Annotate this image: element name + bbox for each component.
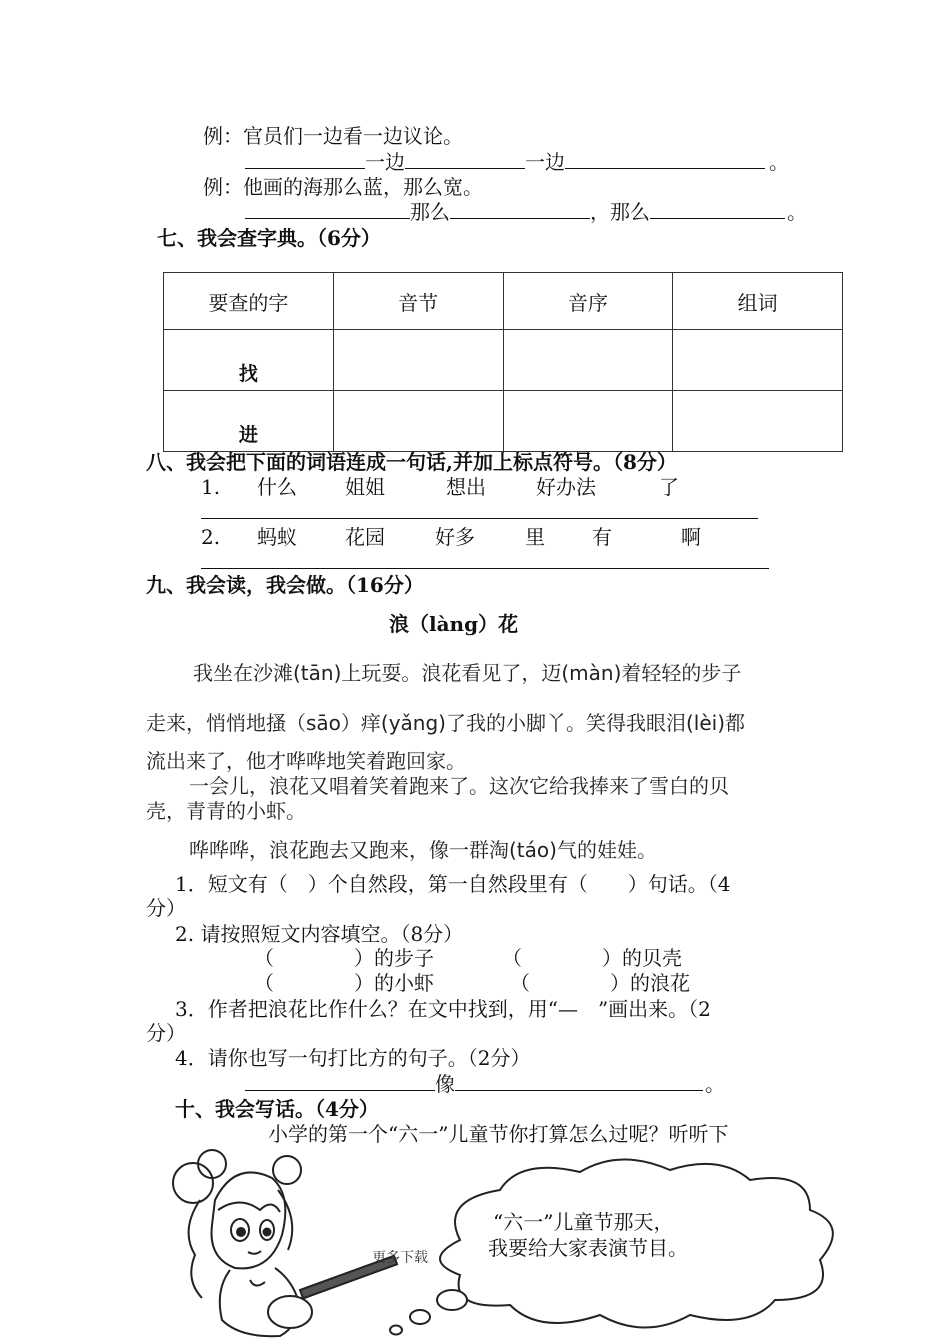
- paragraph-line: 哗哗哗，浪花跑去又跑来，像一群淘(táo)气的娃娃。: [189, 838, 657, 862]
- answer-cell[interactable]: [673, 330, 843, 391]
- word-name: ，那么: [590, 200, 650, 224]
- answer-blank[interactable]: [455, 1072, 703, 1091]
- paragraph-line: 一会儿，浪花又唱着笑着跑来了。这次它给我捧来了雪白的贝: [189, 774, 729, 798]
- answer-blank[interactable]: [245, 150, 365, 169]
- answer-line[interactable]: [201, 568, 769, 569]
- table-header: 要查的字: [164, 273, 334, 330]
- char-cell: 找: [164, 330, 334, 391]
- answer-cell[interactable]: [503, 330, 673, 391]
- girl-guitar-illustration: [160, 1140, 400, 1344]
- answer-cell[interactable]: [333, 391, 503, 452]
- answer-cell[interactable]: [673, 391, 843, 452]
- word-chip: 里: [525, 525, 545, 549]
- paragraph-line: 流出来了，他才哗哗地笑着跑回家。: [146, 749, 466, 773]
- fill-item: （ ）的浪花: [510, 971, 690, 995]
- answer-blank[interactable]: [650, 200, 785, 219]
- answer-blank[interactable]: [245, 1072, 435, 1091]
- question-3-cont: 分）: [146, 1021, 186, 1045]
- example-sentence-1: 例：官员们一边看一边议论。: [203, 124, 463, 148]
- word-chip: 姐姐: [345, 475, 385, 499]
- question-3: 3．作者把浪花比作什么？在文中找到，用“— ”画出来。（2: [175, 997, 711, 1021]
- table-header: 组词: [673, 273, 843, 330]
- word-chip: 好办法: [536, 475, 596, 499]
- question-1-cont: 分）: [146, 896, 186, 920]
- section-9-heading: 九、我会读，我会做。（16分）: [146, 573, 424, 597]
- section-8-heading: 八、我会把下面的词语连成一句话,并加上标点符号。（8分）: [146, 450, 677, 474]
- word-chip: 啊: [681, 525, 701, 549]
- word-chip: 有: [592, 525, 612, 549]
- q2-number: 2.: [201, 525, 221, 549]
- answer-blank[interactable]: [245, 200, 410, 219]
- table-row: [164, 391, 843, 452]
- answer-line[interactable]: [201, 518, 758, 519]
- word-chip: 好多: [435, 525, 475, 549]
- word-chip: 想出: [446, 475, 486, 499]
- section-10-heading: 十、我会写话。（4分）: [175, 1097, 379, 1121]
- question-1: 1．短文有（ ）个自然段，第一自然段里有（ ）句话。（4: [175, 872, 731, 896]
- word-chip: 花园: [345, 525, 385, 549]
- word-name: 那么: [410, 200, 450, 224]
- question-2: 2. 请按照短文内容填空。（8分）: [175, 922, 464, 946]
- fill-item: （ ）的步子: [254, 946, 434, 970]
- q1-number: 1.: [201, 475, 221, 499]
- bubble-line-1: “六一”儿童节那天，: [493, 1210, 674, 1234]
- paragraph-line: 我坐在沙滩(tān)上玩耍。浪花看见了，迈(màn)着轻轻的步子: [193, 661, 742, 685]
- table-row: [164, 330, 843, 391]
- word-chip: 了: [659, 475, 679, 499]
- watermark-text: 更多下载: [372, 1250, 428, 1266]
- word-yibian: 一边: [525, 150, 565, 174]
- example-sentence-2: 例：他画的海那么蓝，那么宽。: [203, 175, 483, 199]
- fill-item: （ ）的贝壳: [502, 946, 682, 970]
- table-header: 音序: [503, 273, 673, 330]
- answer-blank[interactable]: [565, 150, 765, 169]
- answer-cell[interactable]: [333, 330, 503, 391]
- fill-row-name: 那么 ，那么 。: [245, 200, 807, 224]
- question-4: 4．请你也写一句打比方的句子。（2分）: [175, 1046, 531, 1070]
- fill-row-yibian: 一边 一边 。: [245, 150, 789, 174]
- word-chip: 什么: [257, 475, 297, 499]
- word-yibian: 一边: [365, 150, 405, 174]
- word-xiang: 像: [435, 1072, 455, 1096]
- answer-blank[interactable]: [405, 150, 525, 169]
- section-7-heading: 七、我会查字典。（6分）: [157, 226, 381, 250]
- table-header-row: [164, 273, 843, 330]
- bubble-line-2: 我要给大家表演节目。: [488, 1236, 688, 1260]
- paragraph-line: 壳，青青的小虾。: [146, 799, 306, 823]
- table-header: 音节: [333, 273, 503, 330]
- fill-row-xiang: 像 。: [245, 1072, 725, 1096]
- char-cell: 进: [164, 391, 334, 452]
- word-chip: 蚂蚁: [257, 525, 297, 549]
- answer-cell[interactable]: [503, 391, 673, 452]
- dictionary-table: [163, 272, 843, 452]
- fill-item: （ ）的小虾: [254, 971, 434, 995]
- writing-prompt: 小学的第一个“六一”儿童节你打算怎么过呢？听听下: [268, 1122, 729, 1146]
- story-title: 浪（làng）花: [389, 612, 519, 636]
- paragraph-line: 走来，悄悄地搔（sāo）痒(yǎng)了我的小脚丫。笑得我眼泪(lèi)都: [146, 711, 746, 735]
- answer-blank[interactable]: [450, 200, 590, 219]
